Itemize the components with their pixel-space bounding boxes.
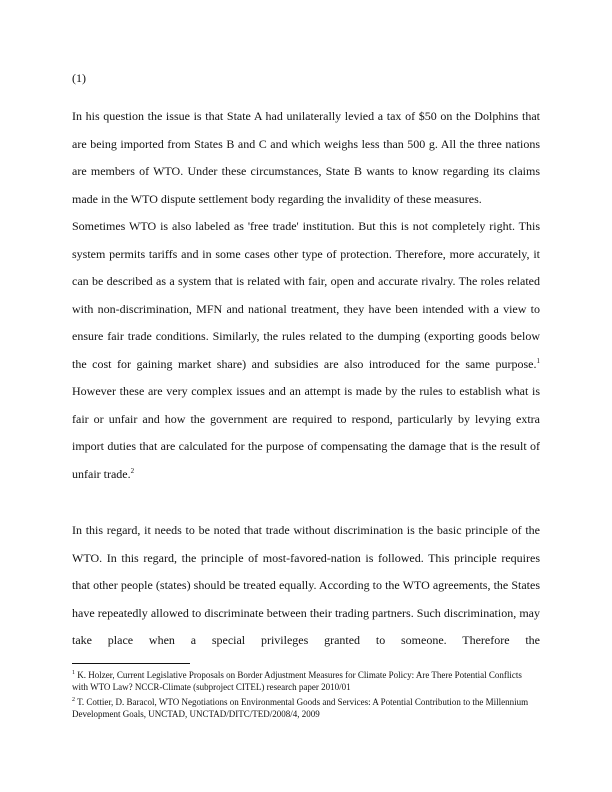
footnote-1-text: K. Holzer, Current Legislative Proposals on Border Adjustment Measures for Climate Policy: Are There Potential Conflicts with WTO Law? NCCR-Climate (subproject CITEL) research paper 2010/01 — [72, 670, 522, 692]
footnote-separator — [72, 663, 190, 664]
footnote-ref-2[interactable]: 2 — [130, 466, 135, 475]
footnotes — [72, 669, 540, 723]
footnote-ref-1[interactable]: 1 — [536, 356, 540, 365]
section-heading: (1) — [72, 71, 86, 85]
body-text-block-1 — [72, 103, 540, 488]
paragraph-2-text-a: Sometimes WTO is also labeled as 'free trade' institution. But this is not completely right. This system permits tariffs and in some cases other type of protection. Therefore, more accurately, it can be described as a system that is related with fair, open and accurate rivalry. The roles related with non-discrimination, MFN and national treatment, they have been intended with a view to ensure fair trade conditions. Similarly, the rules related to the dumping (exporting goods below the cost for gaining market share) and subsidies are also introduced for the same purpose. — [72, 219, 540, 371]
footnote-1-marker: 1 — [72, 670, 75, 676]
footnote-2-text: T. Cottier, D. Baracol, WTO Negotiations on Environmental Goods and Services: A Potential Contribution to the Millennium Development Goals, UNCTAD, UNCTAD/DITC/TED/2008/4, 2009 — [72, 697, 529, 719]
footnote-2 — [72, 696, 540, 720]
footnote-2-marker: 2 — [72, 697, 75, 703]
paragraph-1: In his question the issue is that State A had unilaterally levied a tax of $50 on the Dolphins that are being imported from States B and C and which weighs less than 500 g. All the three nations are members of WTO. Under these circumstances, State B wants to know regarding its claims made in the WTO dispute settlement body regarding the invalidity of these measures. — [72, 109, 540, 206]
paragraph-2 — [72, 213, 540, 488]
paragraph-2-text-b: However these are very complex issues and an attempt is made by the rules to establish what is fair or unfair and how the government are required to respond, particularly by levying extra import duties that are calculated for the purpose of compensating the damage that is the result of unfair trade. — [72, 384, 540, 481]
body-text-block-2 — [72, 517, 540, 655]
paragraph-3: In this regard, it needs to be noted that trade without discrimination is the basic principle of the WTO. In this regard, the principle of most-favored-nation is followed. This principle requires that other people (states) should be treated equally. According to the WTO agreements, the States have repeatedly allowed to discriminate between their trading partners. Such discrimination, may take place when a special privileges granted to someone. Therefore the — [72, 523, 540, 647]
footnote-1 — [72, 669, 540, 693]
